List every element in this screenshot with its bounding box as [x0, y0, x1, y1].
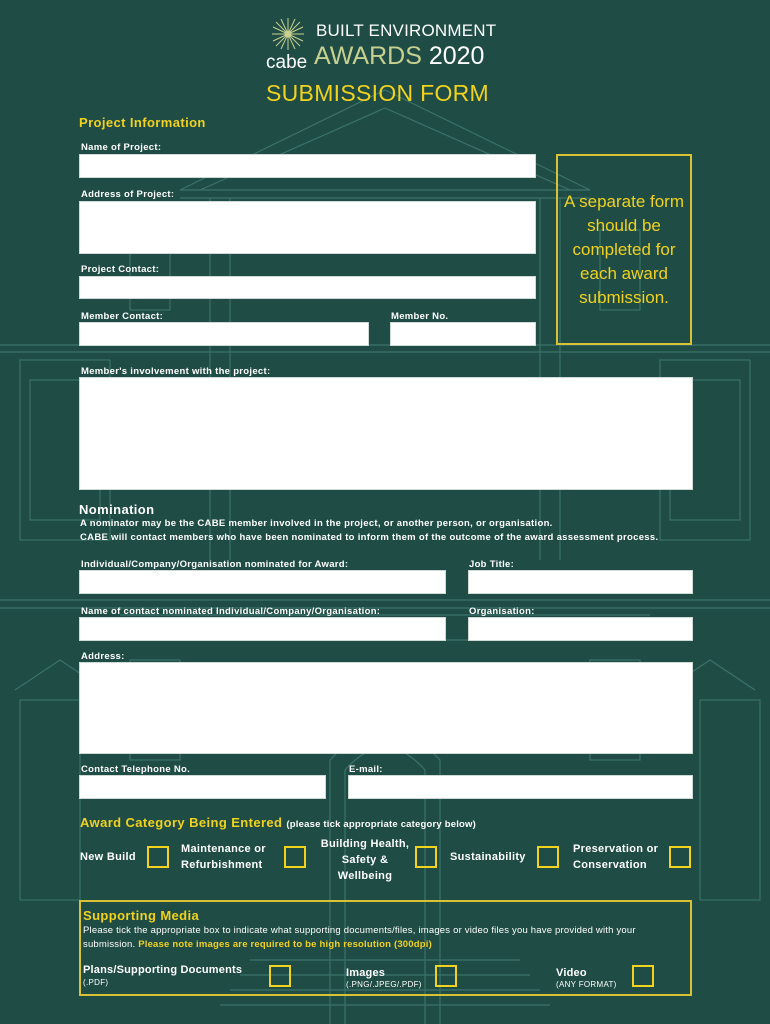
award-category-title-text: Award Category Being Entered [80, 815, 283, 830]
project-address-field[interactable] [79, 201, 536, 254]
cabe-starburst-logo-icon [266, 16, 306, 56]
category-new-build-checkbox[interactable] [147, 846, 169, 868]
supporting-media-instructions: Please tick the appropriate box to indicate what supporting documents/files, images or video files you have provided with your submission. [83, 925, 636, 950]
nominee-field[interactable] [79, 570, 446, 594]
project-contact-label: Project Contact: [81, 264, 160, 275]
category-health-safety-checkbox[interactable] [415, 846, 437, 868]
project-contact-field[interactable] [79, 276, 536, 299]
media-plans-label: Plans/Supporting Documents [83, 964, 243, 976]
supporting-media-text [83, 924, 683, 952]
member-involvement-label: Member's involvement with the project: [81, 366, 271, 377]
separate-form-note [556, 154, 692, 345]
header-line-built-environment: BUILT ENVIRONMENT [316, 21, 497, 40]
organisation-label: Organisation: [469, 606, 535, 617]
award-category-hint: (please tick appropriate category below) [286, 819, 477, 830]
organisation-field[interactable] [468, 617, 693, 641]
awards-year: 2020 [428, 42, 485, 70]
job-title-field[interactable] [468, 570, 693, 594]
nominee-label: Individual/Company/Organisation nominated for Award: [81, 559, 349, 570]
media-video-checkbox[interactable] [632, 965, 654, 987]
contact-name-field[interactable] [79, 617, 446, 641]
telephone-field[interactable] [79, 775, 326, 799]
separate-form-note-text: A separate form should be completed for each award submission. [564, 191, 685, 307]
brand-logo-text: cabe [266, 52, 308, 73]
project-name-field[interactable] [79, 154, 536, 178]
category-preservation-label: Preservation or Conservation [573, 843, 659, 871]
nomination-description-line-2: CABE will contact members who have been nominated to inform them of the outcome of the award assessment process. [80, 532, 659, 543]
media-images-checkbox[interactable] [435, 965, 457, 987]
media-images-label: Images [346, 967, 386, 979]
supporting-media-title: Supporting Media [83, 908, 200, 923]
email-label: E-mail: [349, 764, 383, 775]
nomination-section-title: Nomination [79, 502, 155, 517]
project-name-label: Name of Project: [81, 142, 162, 153]
member-no-label: Member No. [391, 311, 449, 322]
award-category-title [80, 815, 476, 830]
member-contact-field[interactable] [79, 322, 369, 346]
media-video-format: (ANY FORMAT) [556, 980, 617, 989]
nomination-description-line-1: A nominator may be the CABE member involved in the project, or another person, or organisation. [80, 518, 553, 529]
supporting-media-box [79, 900, 692, 996]
header-awards-line [314, 42, 484, 71]
telephone-label: Contact Telephone No. [81, 764, 191, 775]
nomination-description [80, 517, 720, 545]
category-maintenance-label: Maintenance or Refurbishment [181, 843, 266, 871]
media-plans-format: (.PDF) [83, 978, 109, 987]
category-sustainability-label: Sustainability [450, 851, 526, 863]
job-title-label: Job Title: [469, 559, 515, 570]
nominee-address-field[interactable] [79, 662, 693, 754]
category-preservation-checkbox[interactable] [669, 846, 691, 868]
member-no-field[interactable] [390, 322, 536, 346]
form-title: SUBMISSION FORM [266, 80, 490, 106]
category-health-safety-label: Building Health, Safety & Wellbeing [320, 838, 410, 882]
email-field[interactable] [348, 775, 693, 799]
category-maintenance-checkbox[interactable] [284, 846, 306, 868]
contact-name-label: Name of contact nominated Individual/Company/Organisation: [81, 606, 381, 617]
project-section-title: Project Information [79, 115, 206, 130]
member-contact-label: Member Contact: [81, 311, 164, 322]
category-sustainability-checkbox[interactable] [537, 846, 559, 868]
category-new-build-label: New Build [80, 851, 136, 863]
supporting-media-resolution-note: Please note images are required to be high resolution (300dpi) [138, 939, 432, 950]
media-images-format: (.PNG/.JPEG/.PDF) [346, 980, 422, 989]
nominee-address-label: Address: [81, 651, 125, 662]
media-plans-checkbox[interactable] [269, 965, 291, 987]
member-involvement-field[interactable] [79, 377, 693, 490]
project-address-label: Address of Project: [81, 189, 175, 200]
media-video-label: Video [556, 967, 587, 979]
awards-word: AWARDS [314, 42, 422, 70]
